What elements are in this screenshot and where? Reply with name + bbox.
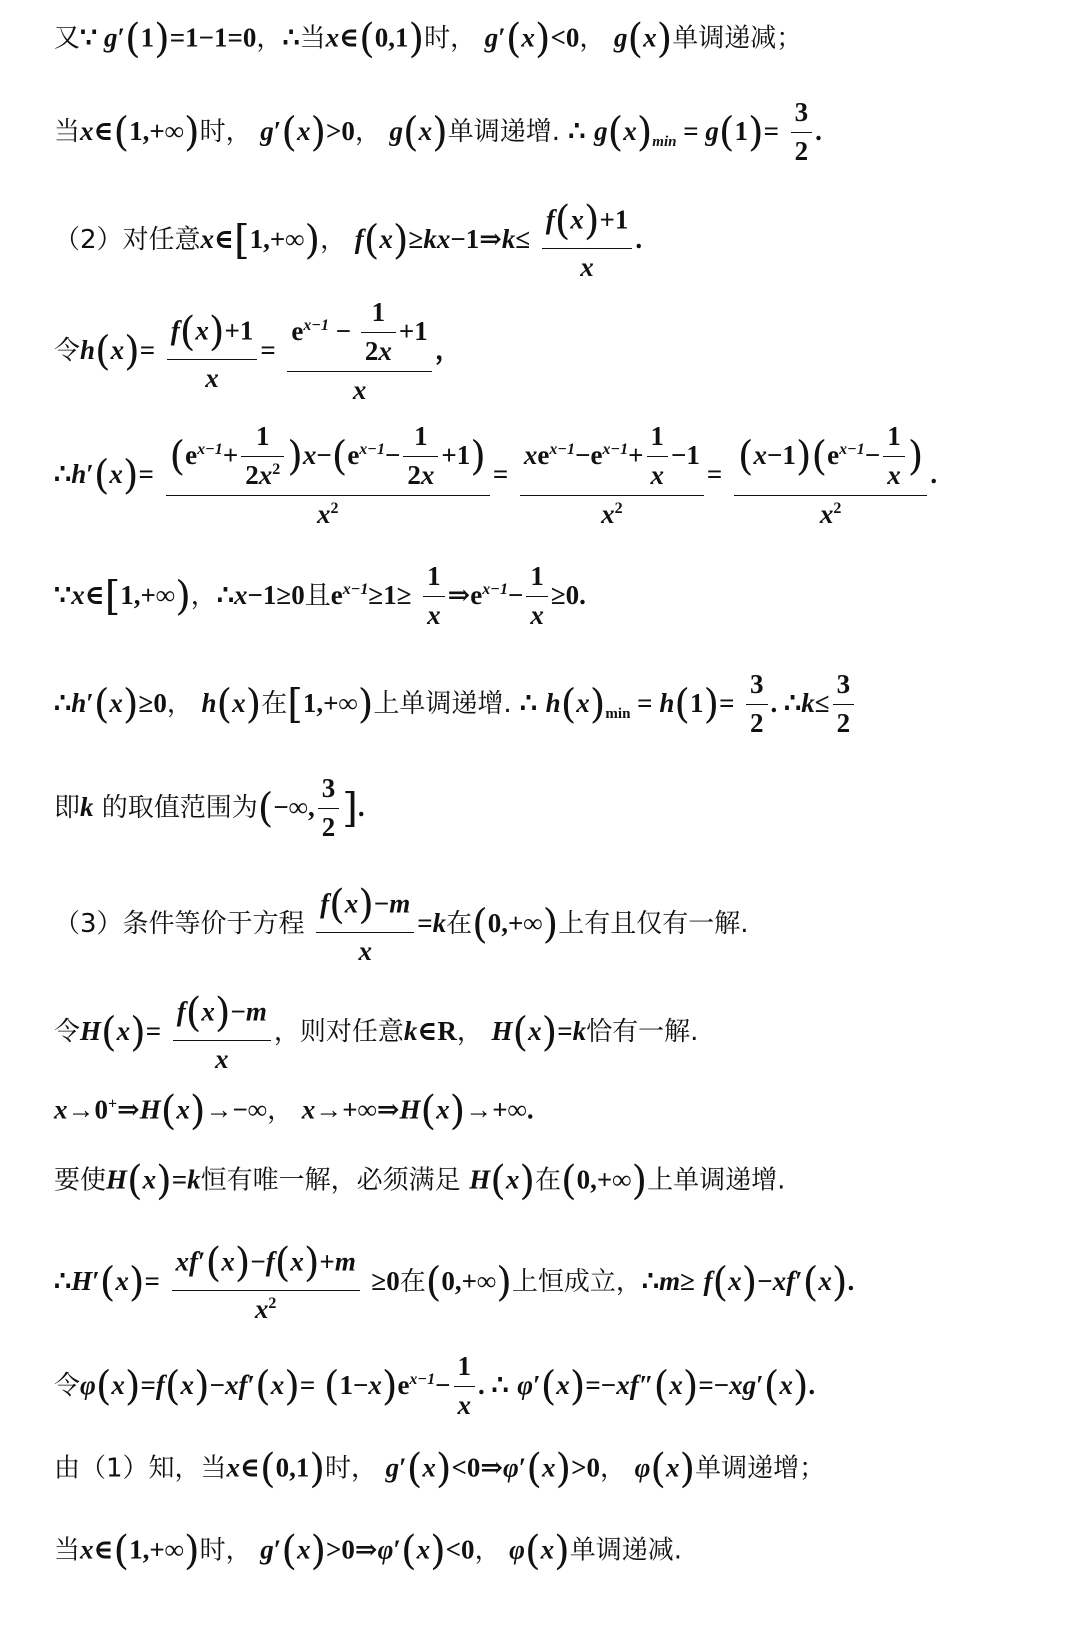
line-14: 令$\varphi(x)=f(x)-xf'(x)= (1-x)e^{x-1}-$ $\frac{1}{x}$ . ∴ φ′(x)=−xf″(x)=−xg′(x). (54, 1351, 816, 1420)
line-5: ∴h′(x)= ($e^{x-1}+$ $\frac{1}{2x^2}$ )$x-(e^{x-1}-$ $\frac{1}{2x}$ +1) $x^2$ = $xe^{x-1}-e^{x-1}+$ $\frac{1}{x}$ −1 $x^2$ = $(x-1)(e^{x-1}-$ $\frac{1}{x}$ ) $x^2$ . (54, 421, 938, 529)
line-15: 由（1）知，当x∈(0,1)时， g′(x)<0⇒φ′(x)>0， φ(x)单调递增； (54, 1446, 826, 1492)
line-6: ∵x∈[1,+∞)，∴x−1≥0且$e^{x-1}\ge 1\ge$ $\frac{1}{x}$ $\Rightarrow e^{x-1}-$ $\frac{1}{x}$ ≥0. (54, 561, 586, 630)
line-2: 当x∈(1,+∞)时， g′(x)>0， g(x)单调递增. ∴ $g(x)_{min} = g(1)=$ $\frac{3}{2}$ . (54, 97, 822, 166)
line-3: （2）对任意x∈[1,+∞)， f(x)≥kx−1⇒k≤ $\frac{f(x)+1}{x}$ . (54, 198, 643, 282)
line-13: ∴H′(x)= $\frac{xf'(x)-f(x)+m}{x^2}$ ≥0在(0,+∞)上恒成立，∴m≥ f(x)−xf′(x). (54, 1240, 855, 1324)
line-16: 当x∈(1,+∞)时， g′(x)>0⇒φ′(x)<0， φ(x)单调递减. (54, 1528, 682, 1574)
line-11: x→0+⇒H(x)→−∞， x→+∞⇒H(x)→+∞. (54, 1088, 534, 1134)
line-8: 即k 的取值范围为(−∞, $\frac{3}{2}$ ]. (54, 773, 365, 842)
line-4: 令h(x)= $\frac{f(x)+1}{x}$ = $e^{x-1}$ − $\frac{1}{2x}$ +1 x ， (54, 297, 462, 405)
line-1: 又∵ g′(1)=1−1=0，∴当x∈(0,1)时， g′(x)<0， g(x)单调递减； (54, 16, 803, 62)
line-7: ∴h′(x)≥0， h(x)在[1,+∞)上单调递增. ∴ $h(x)_{min} = h(1)=$ $\frac{3}{2}$ . ∴k≤ $\frac{3}{2}$ (54, 668, 1040, 741)
line-10: 令H(x)= $\frac{f(x)-m}{x}$ ，则对任意k∈R， H(x)=k恰有一解. (54, 990, 699, 1074)
line-12: 要使H(x)=k恒有唯一解，必须满足 H(x)在(0,+∞)上单调递增. (54, 1158, 786, 1204)
line-9: （3）条件等价于方程 $\frac{f(x)-m}{x}$ =k在(0,+∞)上有且仅有一解. (54, 882, 749, 966)
